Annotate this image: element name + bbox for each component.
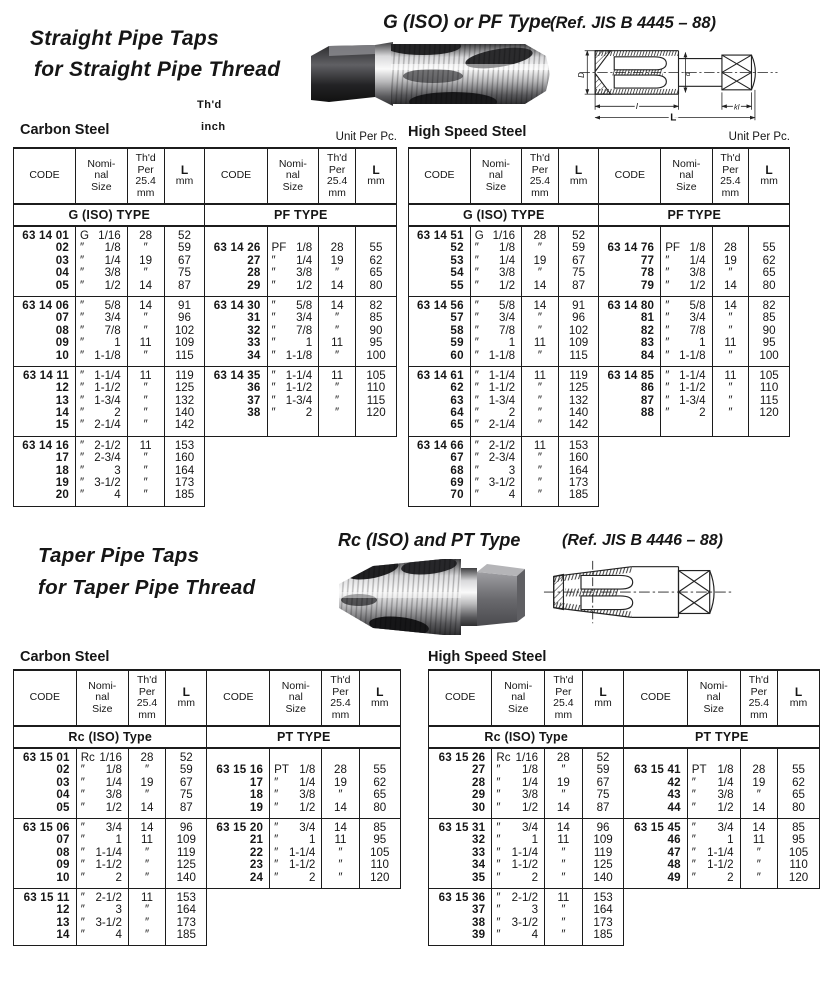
size-cell: ″ 1-1/4 ″ 1-1/2 ″ 1-3/4 ″ 2 ″ 2-1/4 <box>76 366 128 436</box>
size-cell: G 1/16 ″ 1/8 ″ 1/4 ″ 3/8 ″ 1/2 <box>470 226 521 296</box>
dim-label-l: l <box>635 100 638 111</box>
length-cell: 85 95 105 110 120 <box>359 818 400 888</box>
col-header-length: L mm <box>164 148 205 204</box>
length-cell: 119 125 132 140 142 <box>164 366 205 436</box>
length-cell: 52 59 67 75 87 <box>164 226 205 296</box>
size-cell: ″ 5/8 ″ 3/4 ″ 7/8 ″ 1 ″ 1-1/8 <box>661 296 712 366</box>
table-row-block <box>14 818 401 888</box>
thd-cell: 28 ″ 19 ″ 14 <box>545 748 583 818</box>
length-cell: 91 96 102 109 115 <box>164 296 205 366</box>
thd-cell: 11 ″ ″ ″ ″ <box>127 436 164 506</box>
thd-unit-label: Th'd <box>197 99 222 111</box>
thd-cell: 14 11 ″ ″ ″ <box>545 818 583 888</box>
straight-tap-photo <box>303 34 553 114</box>
col-header-thd: Th'd Per 25.4 mm <box>322 670 359 726</box>
col-header-length: L mm <box>558 148 599 204</box>
thd-cell: 14 11 ″ ″ ″ <box>128 818 165 888</box>
col-header-nominal: Nomi- nal Size <box>267 148 319 204</box>
empty-cell <box>359 888 400 946</box>
col-header-length: L mm <box>749 148 790 204</box>
thd-cell: 14 11 ″ ″ ″ <box>740 818 778 888</box>
code-cell: 63 14 16 17 18 19 20 <box>14 436 76 506</box>
code-cell: 63 15 16 17 18 19 <box>207 748 270 818</box>
empty-cell <box>355 436 396 506</box>
thd-cell: 14 ″ ″ 11 ″ <box>127 296 164 366</box>
thd-cell: 28 ″ 19 ″ 14 <box>522 226 559 296</box>
size-cell: PT 1/8 ″ 1/4 ″ 3/8 ″ 1/2 <box>687 748 740 818</box>
table-row-block <box>14 888 401 946</box>
thd-cell: 28 19 ″ 14 <box>740 748 778 818</box>
code-cell: 63 15 20 21 22 23 24 <box>207 818 270 888</box>
type-header-left: Rc (ISO) Type <box>14 726 207 748</box>
taper-type-title: Rc (ISO) and PT Type <box>338 530 521 550</box>
size-cell: PT 1/8 ″ 1/4 ″ 3/8 ″ 1/2 <box>270 748 322 818</box>
col-header-length: L mm <box>778 670 820 726</box>
length-cell: 153 160 164 173 185 <box>164 436 205 506</box>
col-header-thd: Th'd Per 25.4 mm <box>740 670 778 726</box>
taper-tap-drawing <box>542 554 737 632</box>
type-header-right: PT TYPE <box>624 726 820 748</box>
col-header-code: CODE <box>624 670 687 726</box>
length-cell: 153 164 173 185 <box>582 888 624 946</box>
empty-cell <box>599 436 661 506</box>
size-cell: Rc 1/16 ″ 1/8 ″ 1/4 ″ 3/8 ″ 1/2 <box>76 748 128 818</box>
thd-cell: 11 ″ ″ ″ <box>545 888 583 946</box>
straight-ref: (Ref. JIS B 4445 – 88) <box>550 14 716 32</box>
spec-table <box>13 669 401 946</box>
table-row-block <box>429 888 820 946</box>
col-header-code: CODE <box>14 670 77 726</box>
table-row-block <box>409 366 790 436</box>
straight-type-title: G (ISO) or PF Type <box>383 12 552 33</box>
size-cell: ″ 1-1/4 ″ 1-1/2 ″ 1-3/4 ″ 2 ″ 2-1/4 <box>470 366 521 436</box>
code-cell: 63 15 31 32 33 34 35 <box>429 818 492 888</box>
length-cell: 55 62 65 80 <box>359 748 400 818</box>
dim-label-kl: kl <box>734 102 740 112</box>
empty-cell <box>267 436 319 506</box>
taper-hss-label: High Speed Steel <box>428 649 547 665</box>
length-cell: 96 109 119 125 140 <box>166 818 207 888</box>
length-cell: 52 59 67 75 87 <box>558 226 599 296</box>
col-header-nominal: Nomi- nal Size <box>492 670 545 726</box>
table-row-block <box>14 366 397 436</box>
empty-cell <box>624 888 687 946</box>
length-cell: 82 85 90 95 100 <box>355 296 396 366</box>
thd-cell: 11 ″ ″ ″ ″ <box>522 436 559 506</box>
empty-cell <box>205 436 267 506</box>
table-row-block <box>14 436 397 506</box>
col-header-length: L mm <box>166 670 207 726</box>
size-cell: ″ 3/4 ″ 1 ″ 1-1/4 ″ 1-1/2 ″ 2 <box>492 818 545 888</box>
length-cell: 153 160 164 173 185 <box>558 436 599 506</box>
col-header-nominal: Nomi- nal Size <box>270 670 322 726</box>
size-cell: ″ 2-1/2 ″ 3 ″ 3-1/2 ″ 4 <box>492 888 545 946</box>
empty-cell <box>322 888 359 946</box>
taper-carbon-label: Carbon Steel <box>20 649 110 665</box>
code-cell: 63 15 41 42 43 44 <box>624 748 687 818</box>
empty-cell <box>778 888 820 946</box>
code-cell: 63 14 11 12 13 14 15 <box>14 366 76 436</box>
length-cell: 153 164 173 185 <box>166 888 207 946</box>
empty-cell <box>712 436 749 506</box>
type-header-left: G (ISO) TYPE <box>14 204 205 226</box>
size-cell: ″ 5/8 ″ 3/4 ″ 7/8 ″ 1 ″ 1-1/8 <box>267 296 319 366</box>
straight-hss-label: High Speed Steel <box>408 124 527 140</box>
code-cell: 63 14 56 57 58 59 60 <box>409 296 471 366</box>
col-header-thd: Th'd Per 25.4 mm <box>128 670 165 726</box>
code-cell: 63 14 80 81 82 83 84 <box>599 296 661 366</box>
col-header-code: CODE <box>207 670 270 726</box>
straight-title-line2: for Straight Pipe Thread <box>34 58 281 81</box>
size-cell: PF 1/8 ″ 1/4 ″ 3/8 ″ 1/2 <box>661 226 712 296</box>
size-cell: ″ 3/4 ″ 1 ″ 1-1/4 ″ 1-1/2 ″ 2 <box>76 818 128 888</box>
length-cell: 55 62 65 80 <box>355 226 396 296</box>
length-cell: 52 59 67 75 87 <box>582 748 624 818</box>
col-header-code: CODE <box>205 148 267 204</box>
thd-cell: 28 ″ 19 ″ 14 <box>127 226 164 296</box>
col-header-length: L mm <box>582 670 624 726</box>
type-header-left: Rc (ISO) Type <box>429 726 624 748</box>
code-cell: 63 14 85 86 87 88 <box>599 366 661 436</box>
empty-cell <box>740 888 778 946</box>
straight-tap-drawing <box>576 34 781 130</box>
col-header-length: L mm <box>355 148 396 204</box>
col-header-thd: Th'd Per 25.4 mm <box>545 670 583 726</box>
size-cell: ″ 1-1/4 ″ 1-1/2 ″ 1-3/4 ″ 2 <box>267 366 319 436</box>
length-cell: 105 110 115 120 <box>749 366 790 436</box>
size-cell: ″ 5/8 ″ 3/4 ″ 7/8 ″ 1 ″ 1-1/8 <box>76 296 128 366</box>
col-header-thd: Th'd Per 25.4 mm <box>522 148 559 204</box>
length-cell: 52 59 67 75 87 <box>166 748 207 818</box>
taper-hss-table <box>428 669 820 946</box>
col-header-nominal: Nomi- nal Size <box>76 148 128 204</box>
dim-label-L: L <box>670 112 677 124</box>
size-cell: PF 1/8 ″ 1/4 ″ 3/8 ″ 1/2 <box>267 226 319 296</box>
length-cell: 105 110 115 120 <box>355 366 396 436</box>
dim-label-D: D <box>576 72 586 78</box>
code-cell: 63 14 06 07 08 09 10 <box>14 296 76 366</box>
col-header-thd: Th'd Per 25.4 mm <box>319 148 356 204</box>
code-cell: 63 14 26 27 28 29 <box>205 226 267 296</box>
empty-cell <box>207 888 270 946</box>
code-cell: 63 14 61 62 63 64 65 <box>409 366 471 436</box>
col-header-code: CODE <box>14 148 76 204</box>
size-cell: ″ 3/4 ″ 1 ″ 1-1/4 ″ 1-1/2 ″ 2 <box>270 818 322 888</box>
thd-cell: 11 ″ ″ ″ <box>128 888 165 946</box>
type-header-right: PT TYPE <box>207 726 401 748</box>
taper-carbon-table <box>13 669 401 946</box>
thd-cell: 14 11 ″ ″ ″ <box>322 818 359 888</box>
col-header-nominal: Nomi- nal Size <box>76 670 128 726</box>
length-cell: 119 125 132 140 142 <box>558 366 599 436</box>
col-header-code: CODE <box>409 148 471 204</box>
thd-cell: 14 ″ ″ 11 ″ <box>319 296 356 366</box>
col-header-nominal: Nomi- nal Size <box>687 670 740 726</box>
type-header-right: PF TYPE <box>205 204 397 226</box>
col-header-nominal: Nomi- nal Size <box>470 148 521 204</box>
code-cell: 63 14 30 31 32 33 34 <box>205 296 267 366</box>
code-cell: 63 14 01 02 03 04 05 <box>14 226 76 296</box>
spec-table <box>428 669 820 946</box>
thd-cell: 28 19 ″ 14 <box>322 748 359 818</box>
code-cell: 63 14 76 77 78 79 <box>599 226 661 296</box>
col-header-thd: Th'd Per 25.4 mm <box>127 148 164 204</box>
taper-ref: (Ref. JIS B 4446 – 88) <box>562 532 723 549</box>
length-cell: 55 62 65 80 <box>749 226 790 296</box>
size-cell: G 1/16 ″ 1/8 ″ 1/4 ″ 3/8 ″ 1/2 <box>76 226 128 296</box>
thd-cell: 11 ″ ″ ″ <box>712 366 749 436</box>
code-cell: 63 14 35 36 37 38 <box>205 366 267 436</box>
table-row-block <box>409 296 790 366</box>
code-cell: 63 15 01 02 03 04 05 <box>14 748 77 818</box>
inch-unit-label: inch <box>201 121 226 133</box>
table-row-block <box>14 296 397 366</box>
thd-cell: 28 19 ″ 14 <box>319 226 356 296</box>
col-header-nominal: Nomi- nal Size <box>661 148 712 204</box>
unit-per-pc-label: Unit Per Pc. <box>335 131 397 143</box>
spec-table <box>408 147 790 507</box>
length-cell: 82 85 90 95 100 <box>749 296 790 366</box>
empty-cell <box>270 888 322 946</box>
thd-cell: 14 ″ ″ 11 ″ <box>712 296 749 366</box>
col-header-length: L mm <box>359 670 400 726</box>
code-cell: 63 15 06 07 08 09 10 <box>14 818 77 888</box>
size-cell: ″ 1-1/4 ″ 1-1/2 ″ 1-3/4 ″ 2 <box>661 366 712 436</box>
size-cell: ″ 5/8 ″ 3/4 ″ 7/8 ″ 1 ″ 1-1/8 <box>470 296 521 366</box>
unit-per-pc-label-2: Unit Per Pc. <box>728 131 790 143</box>
type-header-right: PF TYPE <box>599 204 790 226</box>
table-row-block <box>14 226 397 296</box>
taper-title-line2: for Taper Pipe Thread <box>38 576 256 599</box>
thd-cell: 28 ″ 19 ″ 14 <box>128 748 165 818</box>
code-cell: 63 15 45 46 47 48 49 <box>624 818 687 888</box>
code-cell: 63 15 26 27 28 29 30 <box>429 748 492 818</box>
size-cell: ″ 3/4 ″ 1 ″ 1-1/4 ″ 1-1/2 ″ 2 <box>687 818 740 888</box>
size-cell: ″ 2-1/2 ″ 2-3/4 ″ 3 ″ 3-1/2 ″ 4 <box>470 436 521 506</box>
table-row-block <box>409 226 790 296</box>
length-cell: 55 62 65 80 <box>778 748 820 818</box>
col-header-code: CODE <box>429 670 492 726</box>
code-cell: 63 14 51 52 53 54 55 <box>409 226 471 296</box>
type-header-left: G (ISO) TYPE <box>409 204 599 226</box>
table-row-block <box>429 748 820 818</box>
table-row-block <box>14 748 401 818</box>
straight-carbon-label: Carbon Steel <box>20 122 110 138</box>
taper-tap-photo <box>333 550 533 644</box>
length-cell: 85 95 105 110 120 <box>778 818 820 888</box>
thd-cell: 11 ″ ″ ″ <box>319 366 356 436</box>
code-cell: 63 15 11 12 13 14 <box>14 888 77 946</box>
code-cell: 63 14 66 67 68 69 70 <box>409 436 471 506</box>
size-cell: ″ 2-1/2 ″ 3 ″ 3-1/2 ″ 4 <box>76 888 128 946</box>
code-cell: 63 15 36 37 38 39 <box>429 888 492 946</box>
length-cell: 91 96 102 109 115 <box>558 296 599 366</box>
empty-cell <box>749 436 790 506</box>
thd-cell: 11 ″ ″ ″ ″ <box>127 366 164 436</box>
table-row-block <box>409 436 790 506</box>
spec-table <box>13 147 397 507</box>
taper-title-line1: Taper Pipe Taps <box>38 544 200 567</box>
size-cell: ″ 2-1/2 ″ 2-3/4 ″ 3 ″ 3-1/2 ″ 4 <box>76 436 128 506</box>
straight-carbon-table <box>13 147 397 507</box>
empty-cell <box>319 436 356 506</box>
thd-cell: 14 ″ ″ 11 ″ <box>522 296 559 366</box>
thd-cell: 28 19 ″ 14 <box>712 226 749 296</box>
empty-cell <box>687 888 740 946</box>
dim-label-d: d <box>684 72 692 77</box>
col-header-thd: Th'd Per 25.4 mm <box>712 148 749 204</box>
table-row-block <box>429 818 820 888</box>
length-cell: 96 109 119 125 140 <box>582 818 624 888</box>
size-cell: Rc 1/16 ″ 1/8 ″ 1/4 ″ 3/8 ″ 1/2 <box>492 748 545 818</box>
col-header-code: CODE <box>599 148 661 204</box>
empty-cell <box>661 436 712 506</box>
straight-hss-table <box>408 147 790 507</box>
straight-title-line1: Straight Pipe Taps <box>30 27 219 50</box>
thd-cell: 11 ″ ″ ″ ″ <box>522 366 559 436</box>
